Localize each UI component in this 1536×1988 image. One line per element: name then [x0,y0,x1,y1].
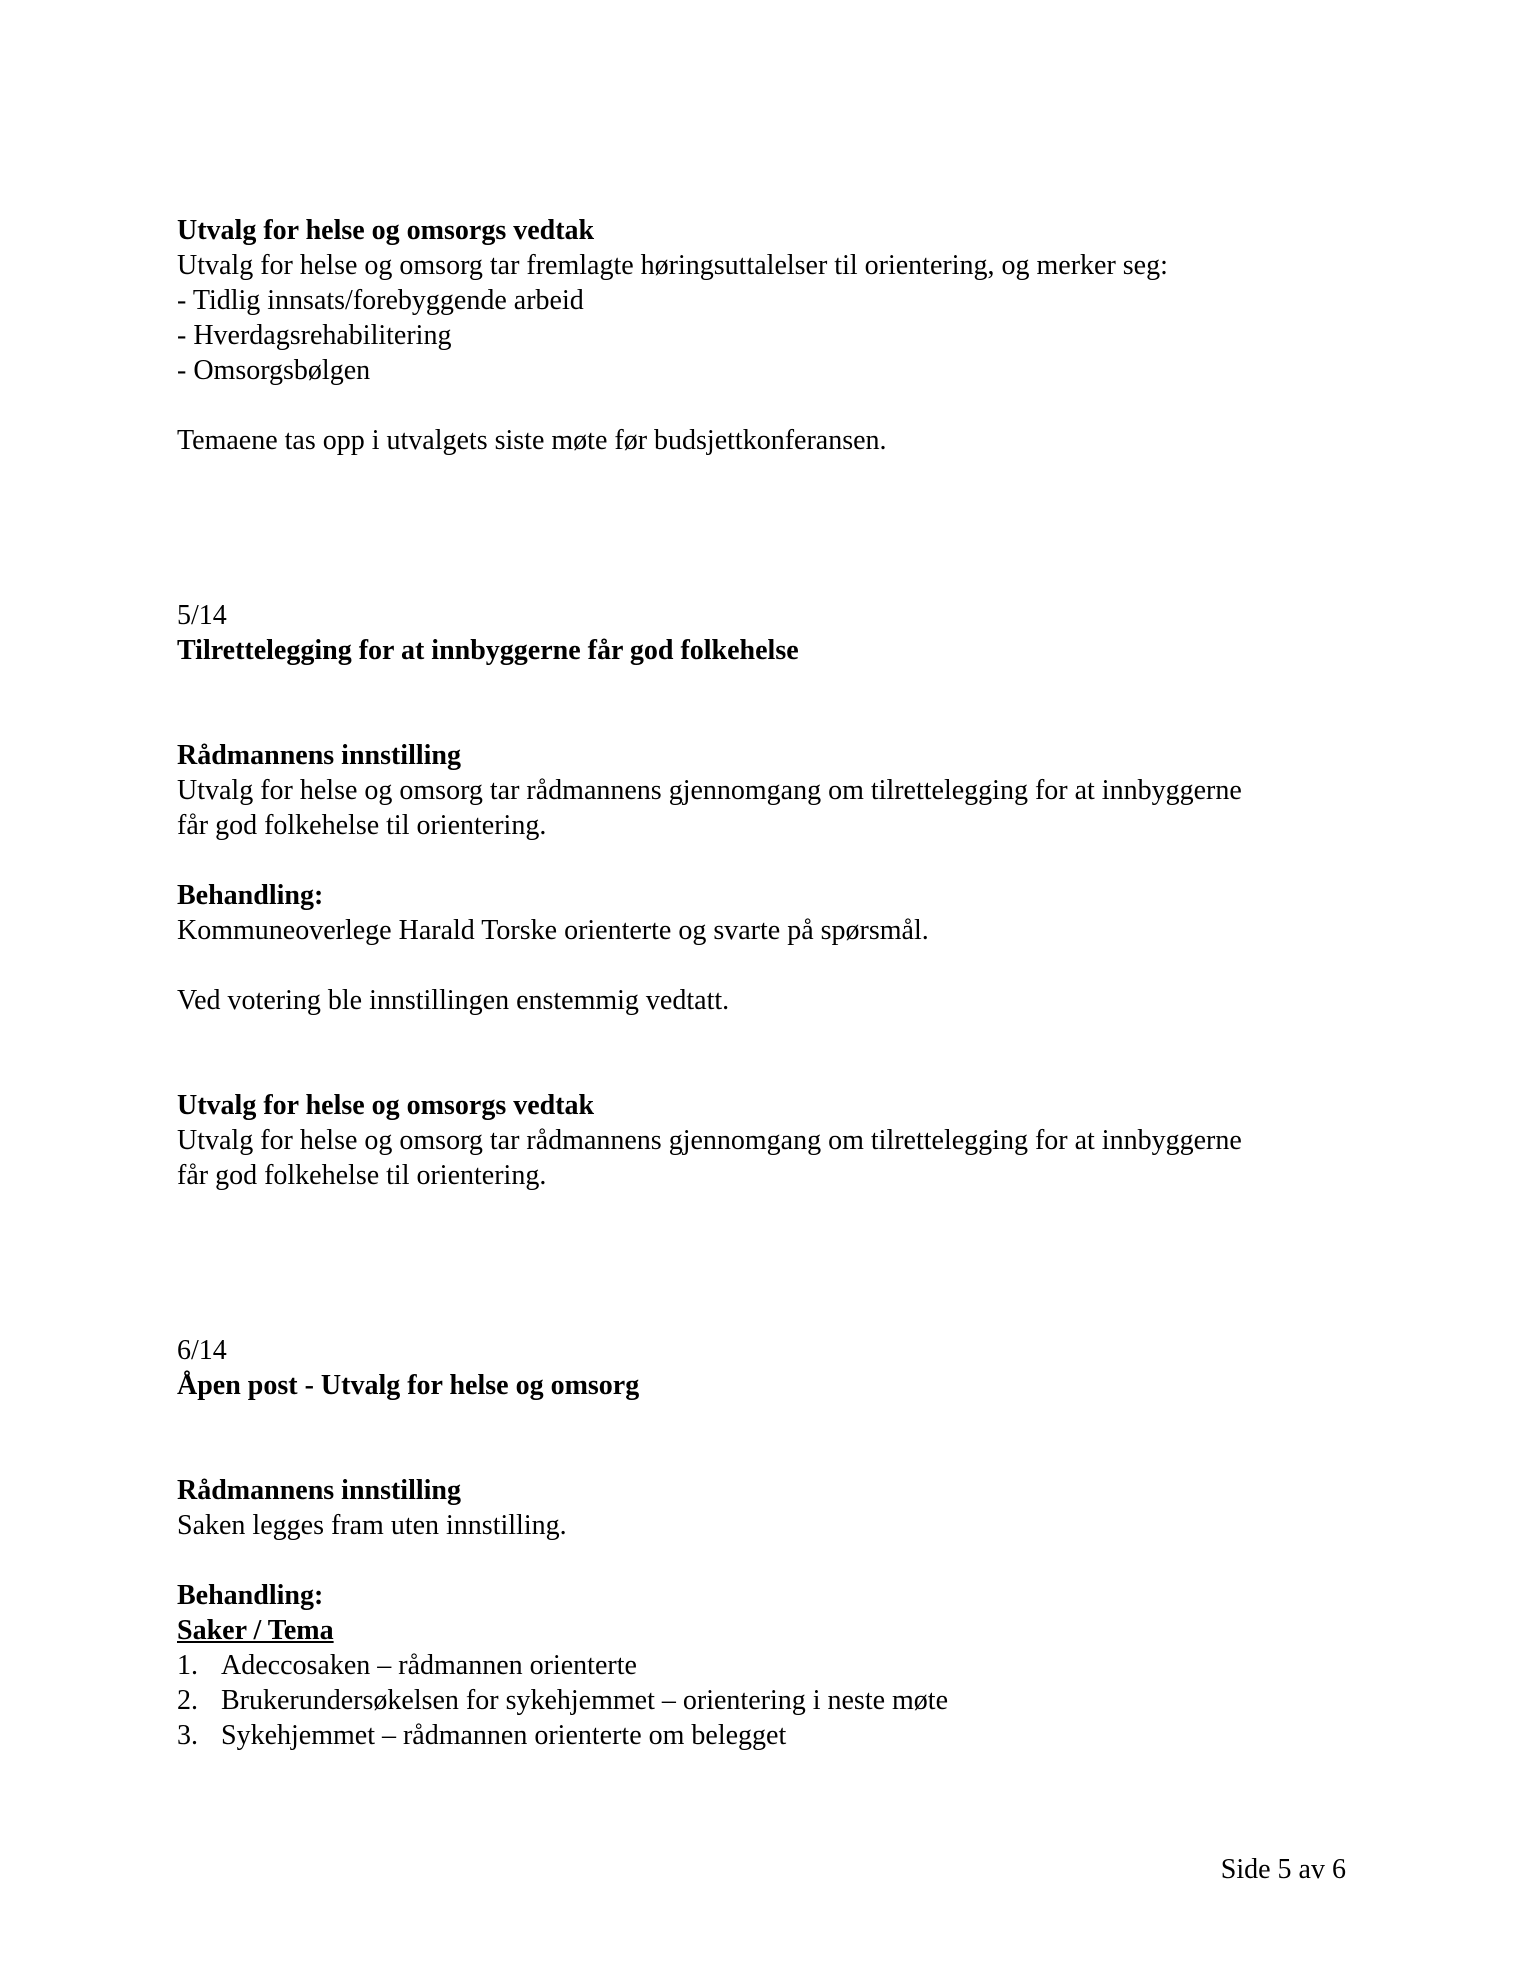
list-item-text: Adeccosaken – rådmannen orienterte [221,1650,637,1681]
saker-list [177,1648,1357,1753]
spacer [177,1018,1357,1088]
list-item-number: 3. [177,1720,198,1751]
behandling-heading: Behandling: [177,880,324,911]
page-number: Side 5 av 6 [1220,1854,1346,1885]
spacer [177,948,1357,983]
note-text: Temaene tas opp i utvalgets siste møte før budsjettkonferansen. [177,425,887,456]
innstilling-heading: Rådmannens innstilling [177,1475,461,1506]
vedtak-text: Utvalg for helse og omsorg tar rådmannens gjennomgang om tilrettelegging for at innbyggerne [177,1125,1242,1156]
spacer [177,388,1357,423]
spacer [177,1298,1357,1333]
case-title: Åpen post - Utvalg for helse og omsorg [177,1370,640,1401]
innstilling-text: Utvalg for helse og omsorg tar rådmannens gjennomgang om tilrettelegging for at innbyggerne [177,775,1242,806]
behandling-heading: Behandling: [177,1580,324,1611]
vedtak-heading: Utvalg for helse og omsorgs vedtak [177,215,595,246]
spacer [177,458,1357,598]
list-item [177,1683,1357,1718]
spacer [177,1193,1357,1298]
innstilling-text: Saken legges fram uten innstilling. [177,1510,567,1541]
behandling-text: Kommuneoverlege Harald Torske orienterte og svarte på spørsmål. [177,915,929,946]
list-heading: Saker / Tema [177,1615,334,1646]
list-item-number: 2. [177,1685,198,1716]
list-item [177,1648,1357,1683]
vedtak-text: får god folkehelse til orientering. [177,1160,547,1191]
case-number: 6/14 [177,1335,227,1366]
spacer [177,843,1357,878]
spacer [177,1543,1357,1578]
list-item-text: Sykehjemmet – rådmannen orienterte om belegget [221,1720,787,1751]
list-item [177,1718,1357,1753]
spacer [177,1403,1357,1473]
case-title: Tilrettelegging for at innbyggerne får god folkehelse [177,635,799,666]
spacer [177,668,1357,738]
vedtak-heading: Utvalg for helse og omsorgs vedtak [177,1090,595,1121]
innstilling-heading: Rådmannens innstilling [177,740,461,771]
page-content [177,213,1357,1753]
list-item-text: Brukerundersøkelsen for sykehjemmet – orientering i neste møte [221,1685,949,1716]
innstilling-text: får god folkehelse til orientering. [177,810,547,841]
bullet-item: - Hverdagsrehabilitering [177,320,452,351]
bullet-item: - Omsorgsbølgen [177,355,371,386]
votering-text: Ved votering ble innstillingen enstemmig vedtatt. [177,985,730,1016]
bullet-item: - Tidlig innsats/forebyggende arbeid [177,285,584,316]
vedtak-text: Utvalg for helse og omsorg tar fremlagte høringsuttalelser til orientering, og merker seg: [177,250,1168,281]
case-number: 5/14 [177,600,227,631]
list-item-number: 1. [177,1650,198,1681]
